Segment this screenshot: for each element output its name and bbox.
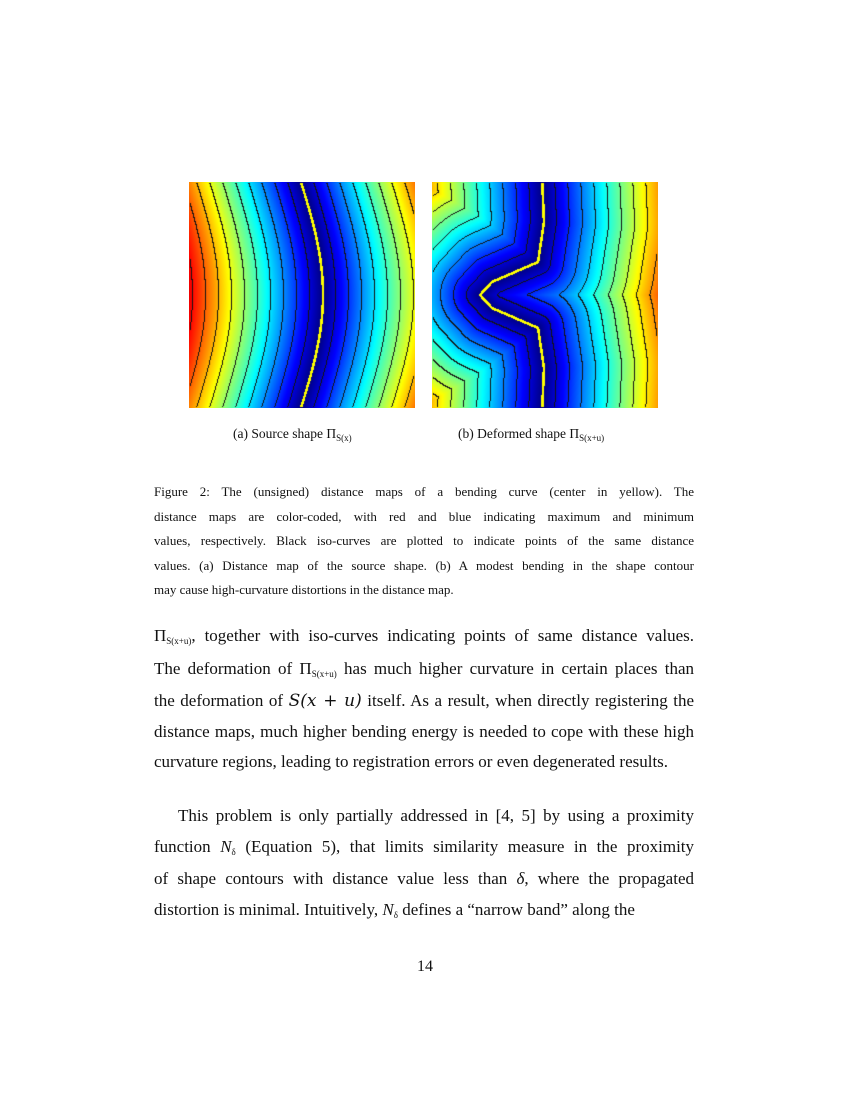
text-run: defines a “narrow band” along the [402, 899, 635, 919]
math-subscript: S(x+u) [311, 668, 337, 679]
page-number: 14 [417, 958, 433, 975]
paragraph-line: curvature regions, leading to registration errors or even degenerated results. [154, 752, 669, 771]
text-run: function [154, 836, 211, 856]
math-symbol: δ [516, 869, 525, 888]
subcaption-a [233, 426, 352, 442]
paragraph-line [154, 895, 694, 928]
subcaption-b-subscript: S(x+u) [579, 433, 605, 443]
paragraph-1 [154, 621, 694, 778]
text-run: (Equation 5), that limits similarity measure in the proximity [245, 836, 695, 856]
math-symbol: N [220, 836, 232, 856]
text-run: The deformation of [154, 658, 293, 678]
figure-caption [154, 480, 694, 603]
text-run: the deformation of [154, 691, 284, 710]
subcaption-a-symbol: Π [326, 426, 337, 441]
math-symbol: Π [154, 626, 167, 645]
text-run: has much higher curvature in certain places than [344, 658, 694, 678]
paragraph-line [154, 686, 694, 717]
caption-line: values, respectively. Black iso-curves are plotted to indicate points of the same distance [154, 533, 694, 548]
text-run: of shape contours with distance value less than [154, 869, 508, 888]
paragraph-line [154, 864, 694, 895]
math-subscript: δ [393, 909, 398, 920]
distance-map-deformed [432, 182, 658, 408]
math-symbol: Π [299, 658, 312, 678]
subcaption-b-symbol: Π [569, 426, 580, 441]
paragraph-2 [154, 801, 694, 927]
subcaption-a-subscript: S(x) [336, 433, 352, 443]
text-run: distortion is minimal. Intuitively, [154, 899, 379, 919]
text-run: , together with iso-curves indicating points of same distance values. [191, 626, 694, 645]
paragraph-line [154, 832, 694, 865]
paragraph-line: distance maps, much higher bending energy is needed to cope with these high [154, 721, 694, 741]
caption-line: values. (a) Distance map of the source shape. (b) A modest bending in the shape contour [154, 557, 694, 573]
caption-line: may cause high-curvature distortions in the distance map. [154, 582, 454, 597]
iso-curves-source [189, 182, 415, 408]
math-subscript: δ [231, 846, 236, 857]
paragraph-line: This problem is only partially addressed in [4, 5] by using a proximity [178, 806, 694, 825]
paragraph-line [154, 621, 694, 654]
paragraph-line [154, 654, 694, 687]
subcaption-b-text: (b) Deformed shape [458, 426, 566, 441]
math-symbol: N [382, 899, 394, 919]
caption-line: Figure 2: The (unsigned) distance maps of a bending curve (center in yellow). The [154, 484, 694, 499]
caption-line: distance maps are color-coded, with red and blue indicating maximum and minimum [154, 508, 694, 524]
text-run: , where the propagated [524, 869, 694, 888]
math-subscript: S(x+u) [166, 636, 192, 646]
text-run: itself. As a result, when directly registering the [367, 691, 695, 710]
math-expression: S(x + u) [288, 691, 362, 711]
iso-curves-deformed [432, 182, 658, 408]
subcaption-a-text: (a) Source shape [233, 426, 323, 441]
distance-map-source [189, 182, 415, 408]
subcaption-b [458, 426, 604, 442]
